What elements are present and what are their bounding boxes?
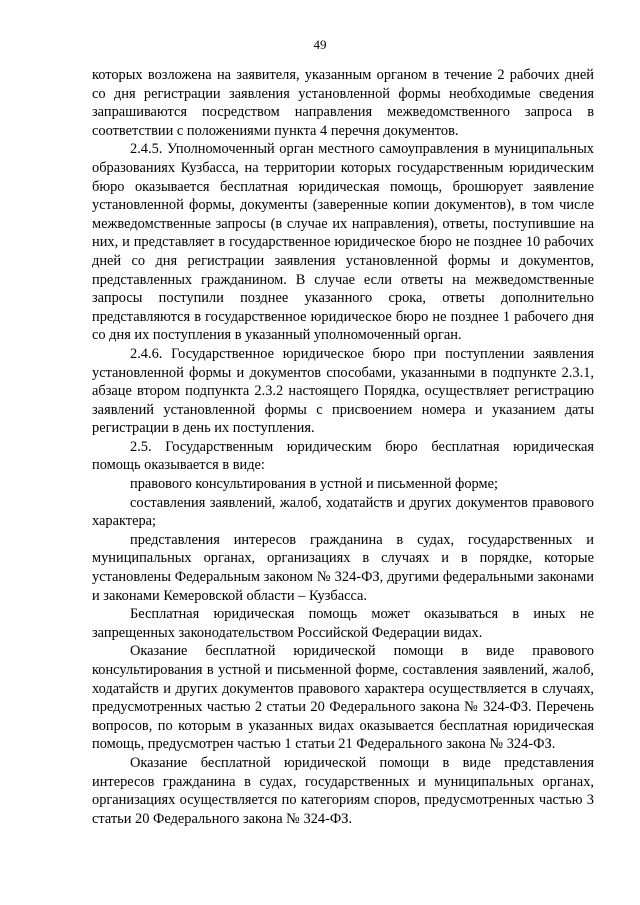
page-number: 49 bbox=[313, 37, 327, 52]
paragraph-continuation: которых возложена на заявителя, указанным органом в течение 2 рабочих дней со дня регистрации заявления установленной формы необходимые сведения запрашиваются посредством направления межведомственного запроса в соответствии с положениями пункта 4 перечня документов. bbox=[92, 67, 594, 139]
list-item-consulting: правового консультирования в устной и письменной форме; bbox=[130, 476, 498, 493]
paragraph-2-5: 2.5. Государственным юридическим бюро бесплатная юридическая помощь оказывается в виде: bbox=[92, 438, 594, 474]
paragraph-2-4-6: 2.4.6. Государственное юридическое бюро при поступлении заявления установленной формы и документов способами, указанными в подпункте 2.3.1, абзаце втором подпункта 2.3.2 настоящего Порядка, осуществляет регистрацию заявлений установленной формы с присвоением номера и указанием даты регистрации в день их поступления. bbox=[92, 345, 594, 437]
paragraph-other-types: Бесплатная юридическая помощь может оказываться в иных не запрещенных законодательством Российской Федерации видах. bbox=[92, 606, 594, 641]
paragraph-representation-cases: Оказание бесплатной юридической помощи в виде представления интересов гражданина в судах, государственных и муниципальных органах, организациях осуществляется по категориям споров, предусмотренных частью 3 статьи 20 Федерального закона № 324-ФЗ. bbox=[92, 754, 594, 827]
body-text bbox=[92, 66, 594, 828]
paragraph-2-4-5: 2.4.5. Уполномоченный орган местного самоуправления в муниципальных образованиях Кузбасса, на территории которых государственным юридическим бюро оказывается бесплатная юридическая помощь, брошюрует заявление установленной формы, документы (заверенные копии документов), в том числе межведомственные запросы (в случае их направления), ответы, поступившие на них, и представляет в государственное юридическое бюро не позднее 10 рабочих дней со дня регистрации заявления установленной формы и документов, представленных гражданином. В случае если ответы на межведомственные запросы поступили позднее указанного срока, ответы дополнительно представляются в государственное юридическое бюро не позднее 1 рабочего дня со дня их поступления в указанный уполномоченный орган. bbox=[92, 141, 594, 344]
paragraph-consulting-cases: Оказание бесплатной юридической помощи в виде правового консультирования в устной и письменной форме, составления заявлений, жалоб, ходатайств и других документов правового характера осуществляется в случаях, предусмотренных частью 2 статьи 20 Федерального закона № 324-ФЗ. Перечень вопросов, по которым в указанных видах оказывается бесплатная юридическая помощь, предусмотрен частью 1 статьи 21 Федерального закона № 324-ФЗ. bbox=[92, 643, 594, 753]
list-item-documents: составления заявлений, жалоб, ходатайств и других документов правового характера; bbox=[92, 494, 594, 530]
list-item-representation: представления интересов гражданина в судах, государственных и муниципальных органах, организациях в случаях и в порядке, которые установлены Федеральным законом № 324-ФЗ, другими федеральными законами и законами Кемеровской области – Кузбасса. bbox=[92, 531, 594, 604]
